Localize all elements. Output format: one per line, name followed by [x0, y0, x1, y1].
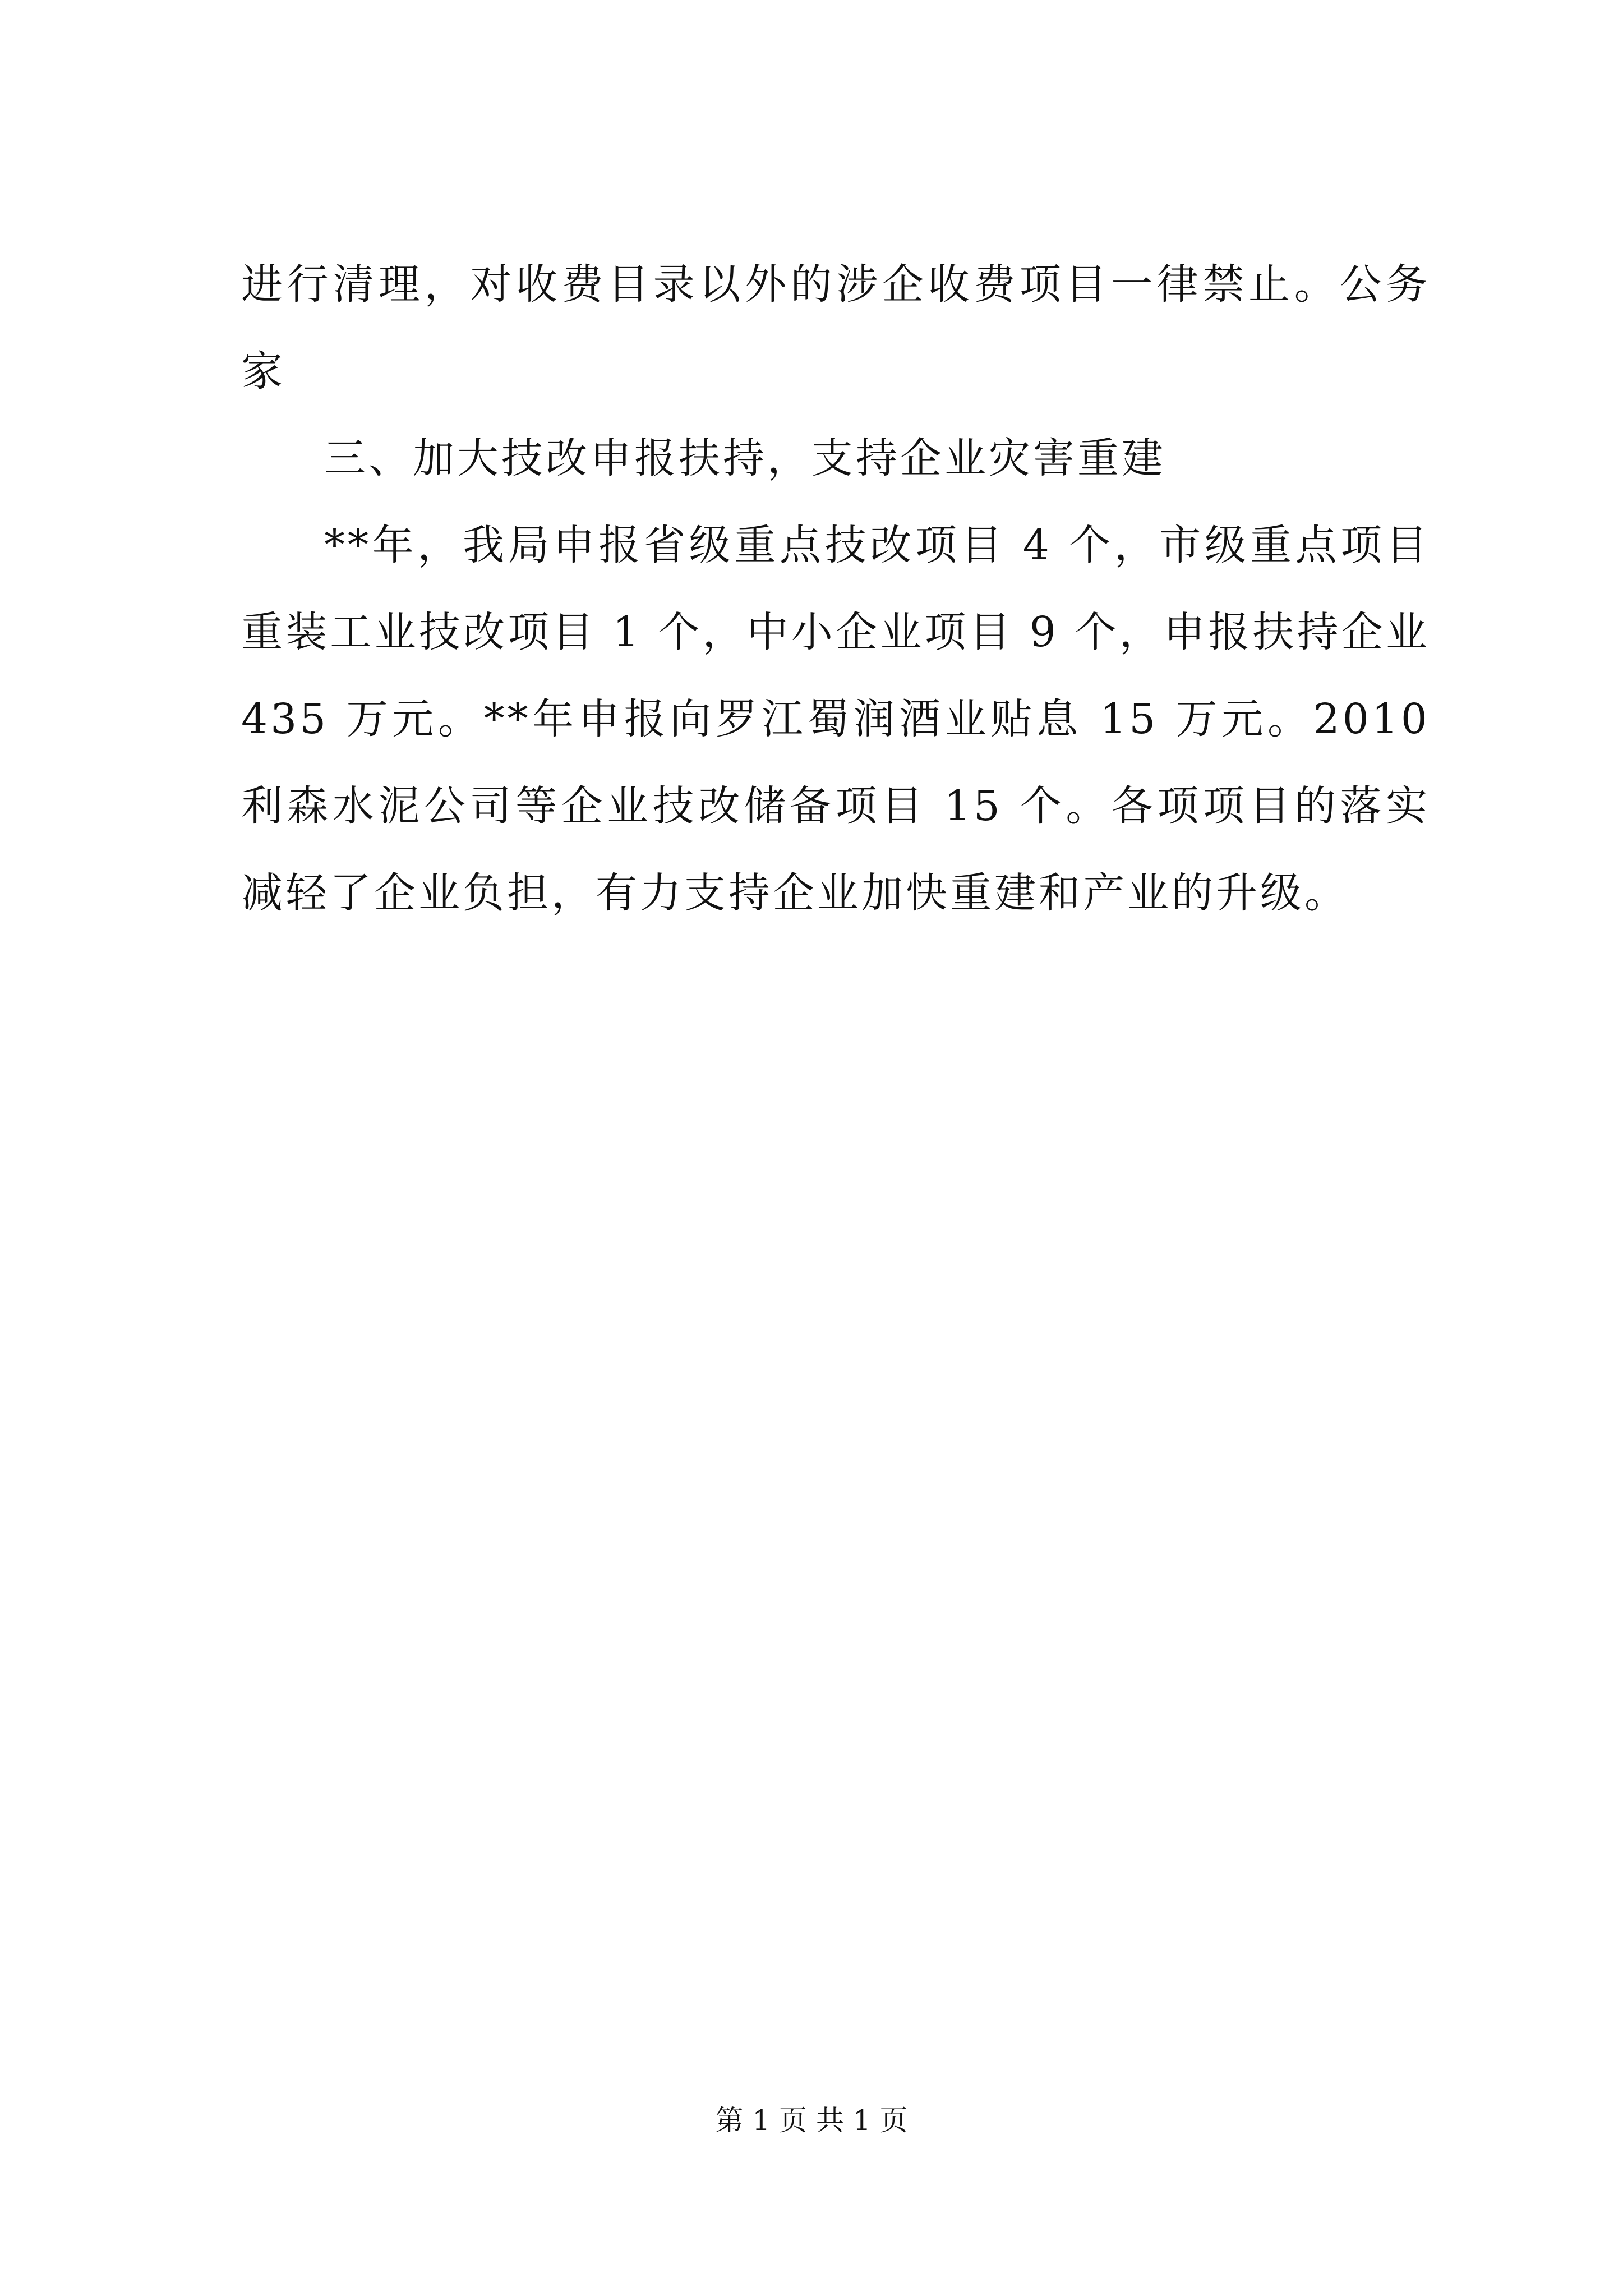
text-line-2: 家 — [241, 347, 285, 395]
paragraph-line-4: 利森水泥公司等企业技改储备项目 15 个。各项项目的落实 — [241, 782, 1430, 830]
paragraph-line-2: 重装工业技改项目 1 个，中小企业项目 9 个，申报扶持企业 — [241, 608, 1430, 656]
paragraph-line-1: **年，我局申报省级重点技改项目 4 个，市级重点项目 — [324, 521, 1430, 569]
document-body — [241, 241, 1430, 937]
text-line-1: 进行清理，对收费目录以外的涉企收费项目一律禁止。公务 — [241, 260, 1430, 309]
paragraph-line-3: 435 万元。**年申报向罗江蜀润酒业贴息 15 万元。2010 — [241, 695, 1430, 743]
page-number-footer: 第 1 页 共 1 页 — [715, 2104, 908, 2137]
section-heading: 三、加大技改申报扶持，支持企业灾害重建 — [324, 434, 1166, 482]
paragraph-line-5: 减轻了企业负担，有力支持企业加快重建和产业的升级。 — [241, 869, 1349, 917]
